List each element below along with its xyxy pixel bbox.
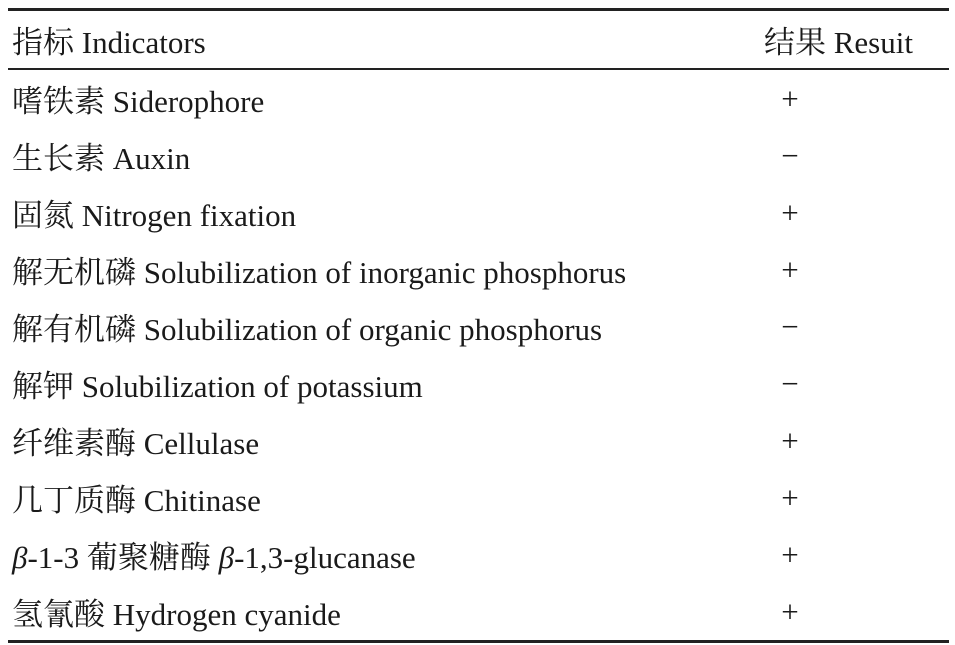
- header-result: 结果 Resuit: [764, 25, 913, 60]
- indicator-cell: 解钾 Solubilization of potassium: [12, 369, 423, 404]
- indicator-cell: 嗜铁素 Siderophore: [12, 84, 265, 119]
- indicator-cell: 几丁质酶 Chitinase: [12, 483, 261, 518]
- indicator-cell: 氢氰酸 Hydrogen cyanide: [12, 597, 341, 632]
- indicator-cell: 固氮 Nitrogen fixation: [12, 198, 297, 233]
- indicator-text: -1-3 葡聚糖酶: [27, 540, 219, 575]
- table-row: [8, 583, 949, 640]
- indicator-cell: [8, 532, 760, 577]
- table-row: [8, 127, 949, 184]
- indicator-cell: 纤维素酶 Cellulase: [12, 426, 260, 461]
- result-cell: +: [781, 536, 799, 572]
- beta-symbol: β: [12, 540, 28, 575]
- result-cell: +: [781, 422, 799, 458]
- indicator-cell: 解有机磷 Solubilization of organic phosphorus: [12, 312, 603, 347]
- result-cell: +: [781, 80, 799, 116]
- result-cell: −: [781, 365, 799, 401]
- header-indicators: 指标 Indicators: [12, 25, 206, 60]
- table-bottom-rule: [8, 640, 949, 643]
- table-row: [8, 298, 949, 355]
- table-row: [8, 355, 949, 412]
- table-row: [8, 241, 949, 298]
- result-cell: −: [781, 308, 799, 344]
- result-cell: +: [781, 194, 799, 230]
- table-row: [8, 184, 949, 241]
- beta-symbol: β: [218, 540, 235, 575]
- table-row: [8, 70, 949, 127]
- indicator-cell: 解无机磷 Solubilization of inorganic phosphorus: [12, 255, 627, 290]
- indicator-cell: 生长素 Auxin: [12, 141, 191, 176]
- table-row: [8, 412, 949, 469]
- results-table: [8, 8, 949, 643]
- table-row: [8, 526, 949, 583]
- indicator-text: -1,3-glucanase: [234, 540, 416, 575]
- result-cell: +: [781, 593, 799, 629]
- result-cell: +: [781, 251, 799, 287]
- result-cell: +: [781, 479, 799, 515]
- table-header-row: [8, 11, 949, 68]
- table-row: [8, 469, 949, 526]
- result-cell: −: [781, 137, 799, 173]
